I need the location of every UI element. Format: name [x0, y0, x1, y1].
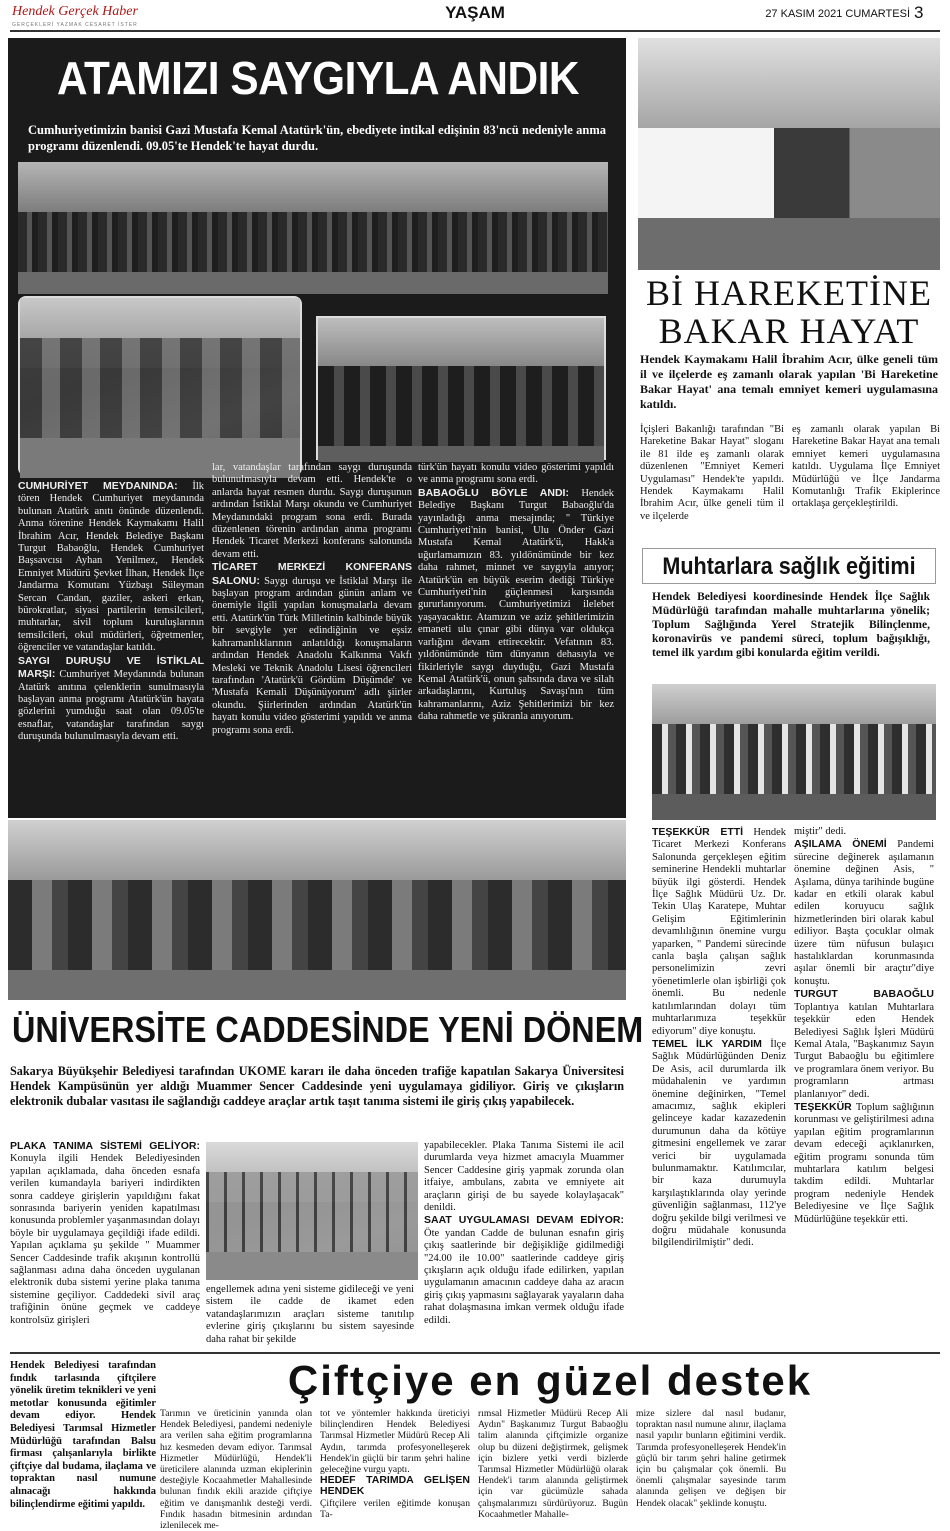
section-title: YAŞAM — [445, 3, 505, 22]
seatbelt-column-2: eş zamanlı olarak yapılan Bi Hareketine Bakar Hayat ana temalı emniyet kemeri uygulamasına katıldı. Uygulama İlçe Emniyet Müdürlüğü ve İlçe Jandarma Komutanlığı Trafik Ekiplerince ortaklaşa gerçekleştirildi. — [792, 424, 940, 510]
ataturk-subhead: BABAOĞLU BÖYLE ANDI: — [418, 486, 569, 499]
health-paragraph: miştir" dedi. — [794, 826, 847, 837]
farmer-column-3: rımsal Hizmetler Müdürü Recep Ali Aydın" Başkanımız Turgut Babaoğlu talim alanında çiftçimizle organize olup bu düzeni değiştirmek, gelişmek için bizlere yetki verdi bizlerde Tarımsal Hizmetler Müdürlüğü olarak Hendek'i tarım alanında geliştirmek için var gücümüzle sahada çalışmalarımızı sürdürüyoruz. Bugün Kocaahmetler Mahalle- — [478, 1408, 628, 1520]
top-rule — [10, 30, 940, 32]
health-paragraph: TEŞEKKÜR Toplum sağlığının korunması ve geliştirilmesi adına yapılan eğitim programlarının devam edeceği açıklanırken, eğitim programı sonunda tüm muhtarlara katılım belgesi takdim edildi. Muhtarlar program nedeniyle Hendek Belediyesine ve İlçe Sağlık Müdürlüğüne teşekkür etti. — [794, 1100, 934, 1225]
university-headline: ÜNİVERSİTE CADDESİNDE YENİ DÖNEM — [12, 1009, 644, 1050]
ataturk-paragraph: TİCARET MERKEZİ KONFERANS SALONU: Saygı duruşu ve İstiklal Marşı ile başlayan program ardından günün anlam ve önemiyle ilgili yapılan konuşmalarla devam etti. Atatürk'ün Türk Milletinin kalbinde büyük bir sevgiyle yer edindiğinin ve eşsiz kahramanlıklarının anlatıldığı konuşmaların ardından Hendek Anadolu Kalkınma Vakfı Mesleki ve Teknik Anadolu Lisesi öğrencileri tarafından 'Atatürk'ü Gördüm Düşümde' ve 'Mustafa Kemali Düşünüyorum' adlı şiirler okundu. Şiirlerinden ardından Atatürk'ün hayatı konulu video gösterimi yapıldı ve anma programı sona erdi. — [212, 561, 412, 736]
farmer-paragraph: Çiftçilere verilen eğitimde konuşan Ta- — [320, 1497, 470, 1520]
bottom-rule — [10, 1352, 940, 1354]
university-paragraph: PLAKA TANIMA SİSTEMİ GELİYOR: Konuyla ilgili Hendek Belediyesinden yapılan açıklamada, daha önceden esnafa verilen kumandayla bariyeri indirdikten sonra caddeye girişlerin yapıldığını fakat sonrasında bariyerin yeniden kapatılması konusunda problemler yaşanmasından dolayı böyle bir uygulamaya geçildiği ifade edildi. Yapılan açıklama şu şekilde " Muammer Sencer Caddesinde trafik akışının kontrollü sağlanması adına daha önceden uygulanan elektronik duba sistemi yerine plaka tanıma sistemine geçiliyor. Caddedeki sivil araç trafiğinin önüne geçmek ve caddeye kontrolsüz girişleri — [10, 1140, 200, 1326]
ataturk-subhead: SAYGI DURUŞU VE İSTİKLAL MARŞI: — [18, 654, 204, 681]
muhtars-certificate-photo — [652, 684, 936, 820]
seatbelt-column-1: İçişleri Bakanlığı tarafından "Bi Hareketine Bakar Hayat" sloganı ile 81 ilde eş zamanlı olarak düzenlenen "Emniyet Kemeri Uygulaması" Hendek'te yapıldı. Hendek Kaymakamı Halil İbrahim Acır, ülke geneli tüm il ve ilçelerde — [640, 424, 784, 522]
university-subhead: SAAT UYGULAMASI DEVAM EDİYOR: — [424, 1214, 624, 1227]
farmer-column-2 — [320, 1408, 470, 1520]
boulevard-trees-photo — [206, 1142, 418, 1280]
farmer-subhead: HEDEF TARIMDA GELİŞEN HENDEK — [320, 1474, 470, 1498]
health-paragraph: AŞILAMA ÖNEMİ Pandemi sürecine değinerek aşılamanın önemine değinen Asis, " Aşılama, dünya tarihinde bugüne kadar en etkili olarak kabul edilen koruyucu sağlık hizmetlerinden biri olarak kabul ediliyor. Başta çocuklar olmak üzere tüm nüfusun bulaşıcı hastalıklardan korunmasında aşılar önemli bir araçtır"diye konuştu. — [794, 838, 934, 987]
seatbelt-inspection-photo — [638, 38, 940, 270]
ataturk-paragraph: türk'ün hayatı konulu video gösterimi yapıldı ve anma programı sona erdi. — [418, 462, 614, 486]
wreath-salute-photo — [18, 296, 302, 476]
farmer-lead: Hendek Belediyesi tarafından fındık tarlasında çiftçilere yönelik üretim teknikleri ve yeni metotlar konusunda eğitimler devam ediyor. Hendek Belediyesi Tarımsal Hizmetler Müdürlüğü tarafından Balsu firması çalışanlarıyla birlikte çiftçiye dal budama, ilaçlama ve topraktan nasıl numune alınacağı hakkında bilinçlendirme eğitimi yapıldı. — [10, 1360, 156, 1510]
health-subhead: AŞILAMA ÖNEMİ — [794, 838, 887, 851]
health-headline: Muhtarlara sağlık eğitimi — [662, 553, 916, 580]
page-number: 3 — [914, 3, 924, 22]
health-column-1 — [652, 826, 786, 1342]
farmer-column-1: Tarımın ve üreticinin yanında olan Hendek Belediyesi, pandemi nedeniyle ara verilen saha eğitim programlarına hız kesmeden devam ediyor. Tarımsal Hizmetler Müdürlüğü, Hendek'li üreticilere alanında uzman ekiplerinin desteğiyle Kocaahmetler Mahallesinde bulunan fındık ekili arazide çiftçiye eğitim ve danışmanlık desteği verdi. Fındık hasadın bitmesinin ardından izlenilecek me- — [160, 1408, 312, 1531]
ataturk-paragraph: SAYGI DURUŞU VE İSTİKLAL MARŞI: Cumhuriyet Meydanında bulunan Atatürk anıtına çelenklerin sunulmasıyla başlayan anma programı Atatürk'ün hayata gözlerini yumduğu saat olan 09.05'te esnaflar, vatandaşlar tarafından saygı duruşunda bulunulmasıyla devam etti. — [18, 654, 204, 743]
farmer-column-4: mize sizlere dal nasıl budanır, topraktan nasıl numune alınır, ilaçlama nasıl yapılır bunların eğitimini verdik. Tarımda profesyonelleşerek Hendek'in güçlü bir tarım şehri haline getirmek için bu çalışmalar çok önemli. Bu önemli çalışmalar sayesinde tarım alanında gelişen ve değişen bir Hendek olacak" şeklinde konuştu. — [636, 1408, 786, 1509]
farmer-paragraph: tot ve yöntemler hakkında üreticiyi bilinçlendiren Hendek Belediyesi Tarımsal Hizmetler Müdürü Recep Ali Aydın, tarımda profesyonelleşerek Hendek'in güçlü bir tarım şehri haline geleceğine vurgu yaptı. — [320, 1408, 470, 1476]
ataturk-paragraph: CUMHURİYET MEYDANINDA: İlk tören Hendek Cumhuriyet meydanında bulunan Atatürk anıtı önünde düzenlendi. Anma törenine Hendek Kaymakamı Halil İbrahim Acır, Hendek Belediye Başkanı Turgut Babaoğlu, Hendek Cumhuriyet Başsavcısı Ayhan Yenilmez, Hendek Emniyet Müdürü Şevket İlhan, Hendek İlçe Jandarma Komutanı Yüzbaşı Süleyman Sercan Candan, gaziler, askeri erkan, bürokratlar, siyasi partilerin temsilcileri, muhtarlar, sivil toplum kuruluşlarının temsilcileri, okul müdürleri, öğretmenler, öğrenciler ve vatandaşlar katıldı. — [18, 480, 204, 654]
health-subhead: TEŞEKKÜR — [794, 1100, 852, 1113]
issue-date: 27 KASIM 2021 CUMARTESİ — [765, 8, 910, 20]
ataturk-subhead: TİCARET MERKEZİ KONFERANS SALONU: — [212, 561, 412, 587]
ataturk-paragraph: BABAOĞLU BÖYLE ANDI: Hendek Belediye Başkanı Turgut Babaoğlu'da yayınladığı anma mesajında; " Türkiye Cumhuriyeti'nin banisi, Ulu Önder Gazi Mustafa Kemal Atatürk'ü, Hakk'a uğurlamamızın 83. yıldönümünde bir kez daha rahmet, minnet ve saygıyla anıyor; Atatürk'ün en büyük eserim dediği Türkiye Cumhuriyeti'nin güçlenmesi karşısında gururlanıyorum. Cumhuriyetimizi ilelebet yaşayacaktır. Atamızın ve aziz şehitlerimizin emaneti ulu çınar gibi dünya var oldukça varlığını devam ettirecektir. Vefatının 83. yıldönümünde tüm dünyanın dehasıyla ve fikirleriyle saygı duyduğu, Gazi Mustafa Kemal Atatürk'ü, onun şahsında dava ve silah arkadaşlarını, Kurtuluş Savaşı'nın tüm kahramanlarını, Aziz Şehitlerimizi bir kez daha rahmetle ve şükranla anıyorum. — [418, 486, 614, 723]
university-column-2: engellemek adına yeni sisteme gidileceği ve yeni sistem ile cadde de ikamet eden vatandaşlarımızın araçları sisteme tanıtılıp evlerine giriş çıkışlarını bu sistem sayesinde daha rahat bir şekilde — [206, 1284, 414, 1345]
university-column-1 — [10, 1140, 200, 1346]
health-subhead: TEMEL İLK YARDIM — [652, 1037, 762, 1050]
ceremony-group-photo — [18, 162, 608, 294]
street-moment-of-silence-photo — [8, 820, 626, 1000]
ataturk-subhead: CUMHURİYET MEYDANINDA: — [18, 480, 178, 492]
health-lead: Hendek Belediyesi koordinesinde Hendek İlçe Sağlık Müdürlüğü tarafından mahalle muhtarlarına yönelik; Toplum Sağlığında Yerel Stratejik Bilinçlenme, koronavirüs ve pandemi süreci, toplum bağışıklığı, temel ilk yardım gibi konularda eğitim verildi. — [652, 591, 930, 659]
university-subhead: PLAKA TANIMA SİSTEMİ GELİYOR: — [10, 1140, 200, 1152]
ataturk-lead: Cumhuriyetimizin banisi Gazi Mustafa Kemal Atatürk'ün, ebediyete intikal edişinin 83'ncü nedeniyle anma programı düzenlendi. 09.05'te Hendek'te hayat durdu. — [28, 123, 606, 153]
health-subhead: TEŞEKKÜR ETTİ — [652, 826, 744, 838]
university-column-3 — [424, 1140, 624, 1346]
ataturk-column-3 — [418, 462, 614, 812]
ataturk-paragraph: lar, vatandaşlar tarafından saygı duruşunda bulunulmasıyla devam etti. Hendek'te o anlarda hayat resmen durdu. Saygı duruşunun ardından İstiklal Marşı okundu ve Cumhuriyet Meydanındaki program sona erdi. Burada düzenlenen törenin ardından anma programı Hendek Ticaret Merkezi konferans salonunda devam etti. — [212, 462, 412, 560]
logo-text: Hendek Gerçek Haber — [12, 4, 138, 19]
health-paragraph: TEŞEKKÜR ETTİ Hendek Ticaret Merkezi Konferans Salonunda gerçekleşen eğitim seminerine Hendekli muhtarlar büyük ilgi gösterdi. Hendek İlçe Sağlık Müdürü Uz. Dr. Tekin Ulaş Karatepe, Muhtar Gelişim Eğitimlerinin devamlılığının önemine vurgu yaparken, " Pandemi sürecinde canla başla çalışan sağlık personelimizin zevri yöenetimlerle olan işbirliği çok önemli. Bu nedenle katılımlarından dolayı tüm muhtarlarımıza teşekkür ediyorum" diye konuştu. — [652, 826, 787, 1037]
seatbelt-headline: Bİ HAREKETİNE BAKAR HAYAT — [646, 273, 932, 351]
health-column-2 — [794, 826, 934, 1342]
farmer-headline: Çiftçiye en güzel destek — [287, 1357, 813, 1404]
masthead-logo — [12, 4, 172, 32]
seatbelt-lead: Hendek Kaymakamı Halil İbrahim Acır, ülke geneli tüm il ve ilçelerde eş zamanlı olarak yapılan 'Bi Hareketine Bakar Hayat' ana temalı emniyet kemeri uygulamasına katıldı. — [640, 352, 938, 411]
university-paragraph: SAAT UYGULAMASI DEVAM EDİYOR: Öte yandan Cadde de bulunan esnafın giriş çıkış saatlerinde bir değişikliğe gidilmediği "24.00 ile 10.00" saatlerinde caddeye giriş çıkışların açık olduğu ifade edilirken, yapılan uygulamanın amacının caddeye daha az aracın giriş çıkış yapmasını sağlayarak yayaların daha rahat dolaşmasına imkan vermek olduğu ifade edildi. — [424, 1214, 624, 1326]
ataturk-headline: ATAMIZI SAYGIYLA ANDIK — [56, 52, 580, 104]
university-lead: Sakarya Büyükşehir Belediyesi tarafından UKOME kararı ile daha önceden trafiğe kapatılan Sakarya Üniversitesi Hendek Kampüsünün yer aldığı Muammer Sencer Caddesinde yeni uygulamaya gidiliyor. Giriş ve çıkışların elektronik dubalar vasıtası ile sağlandığı caddeye araçlar artık taşıt tanıma sistemi ile giriş çıkış yapabilecek. — [10, 1064, 624, 1109]
ataturk-column-1 — [18, 480, 204, 810]
officers-salute-photo — [316, 316, 606, 460]
health-subhead: TURGUT BABAOĞLU — [794, 988, 934, 1001]
logo-slogan: GERÇEKLERİ YAZMAK CESARET İSTER — [12, 22, 138, 28]
health-paragraph: TURGUT BABAOĞLU Toplantıya katılan Muhtarlara teşekkür eden Hendek Belediyesi Sağlık İşleri Müdürü Kemal Atala, "Başkanımız Sayın Turgut Babaoğlu bu eğitimlere ve programlara önem veriyor. Bu programların artması planlanıyor" dedi. — [794, 988, 934, 1100]
university-paragraph: yapabilecekler. Plaka Tanıma Sistemi ile acil durumlarda veya hizmet amacıyla Muammer Sencer Caddesine giriş yapmak zorunda olan itfaiye, ambulans, zabıta ve emniyete ait araçların girişi de bu sayede kolaylaşacak" denildi. — [424, 1140, 624, 1214]
ataturk-column-2 — [212, 462, 412, 812]
health-paragraph: TEMEL İLK YARDIM İlçe Sağlık Müdürlüğünden Deniz De Asis, acil durumlarda ilk müdahalenin ve yardımın önemine değinirken, "Temel amacımız, sağlık ekipleri gelinceye kadar kazazedenin durumunun daha da kötüye gitmesini engellemek ve zarar verici bir uygulamada bulunmamaktır. Katılımcılar, bir kaza durumuyla karşılaştıklarında olay yerinde güvenliğin sağlanması, 112'ye doğru şekilde bilgi verilmesi ve doğru müdahale konusunda bilgilendirilmiştir" dedi. — [652, 1037, 786, 1249]
